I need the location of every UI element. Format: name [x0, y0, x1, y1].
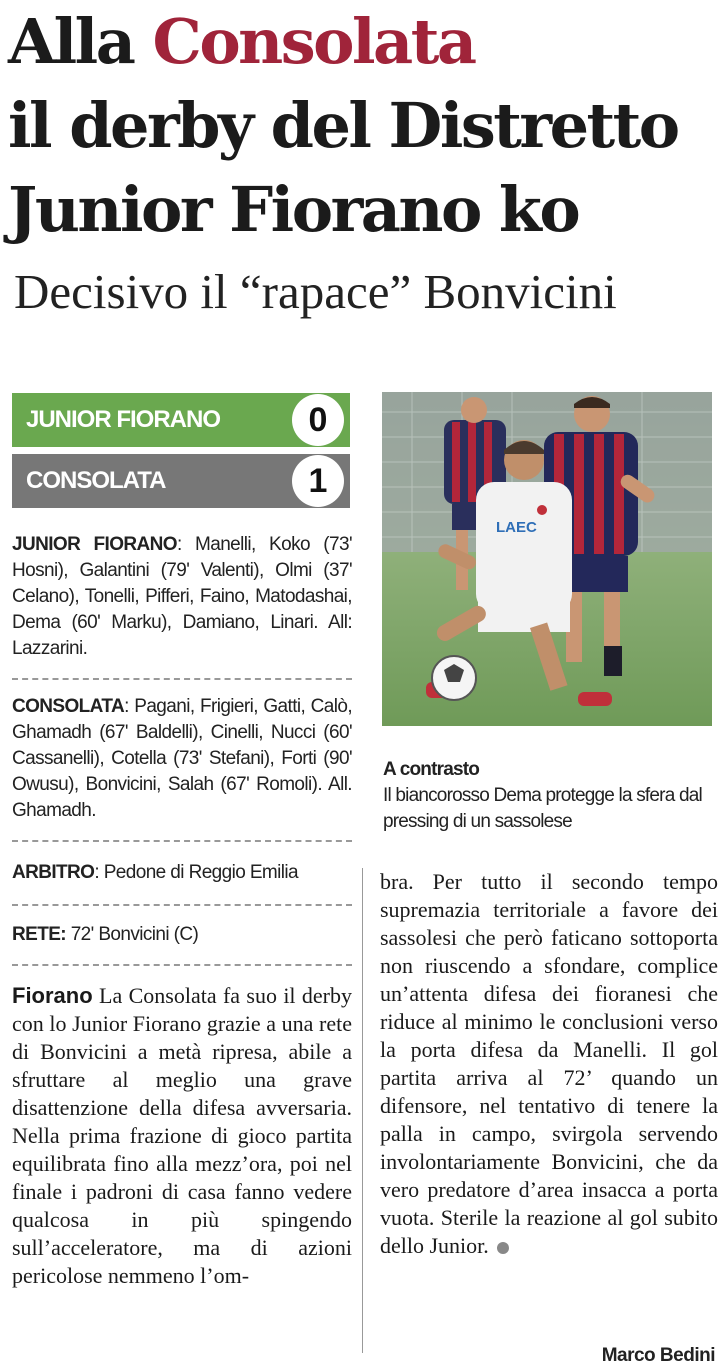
photo-caption-text: Il biancorosso Dema protegge la sfera dal pressing di un sassolese [383, 785, 702, 832]
home-lineup [12, 532, 352, 662]
scoreboard-away [12, 454, 350, 508]
divider [12, 678, 352, 680]
scoreboard-home [12, 393, 350, 447]
home-team-goals: 0 [292, 394, 344, 446]
article-column-right [380, 868, 718, 1260]
home-lineup-text: : Manelli, Koko (73' Hosni), Galantini (79' Valenti), Olmi (37' Celano), Tonelli, Pifferi, Faino, Matodashai, Dema (60' Marku), Damiano, Linari. All: Lazzarini. [12, 534, 353, 659]
article-column-left [12, 982, 352, 1290]
byline: Marco Bedini [601, 1345, 715, 1366]
referee-line [12, 860, 352, 886]
goal-text: 72' Bonvicini (C) [66, 924, 199, 945]
away-lineup-label: CONSOLATA [12, 696, 125, 717]
away-lineup [12, 694, 352, 824]
match-photo [382, 392, 712, 726]
away-lineup-text: : Pagani, Frigieri, Gatti, Calò, Ghamadh (67' Baldelli), Cinelli, Nucci (60' Cassanelli), Cotella (73' Stefani), Forti (90' Owusu), Bonvicini, Salah (67' Romoli). All. Ghamadh. [12, 696, 352, 821]
home-lineup-label: JUNIOR FIORANO [12, 534, 177, 555]
headline [8, 0, 720, 252]
headline-accent: Consolata [152, 5, 475, 78]
headline-line-2: il derby del Distretto [8, 89, 678, 162]
divider [12, 964, 352, 966]
article-text-left: La Consolata fa suo il derby con lo Junior Fiorano grazie a una rete di Bonvicini a metà ripresa, abile a sfruttare al meglio una grave disattenzione della difesa avversaria. Nella prima frazione di gioco partita equilibrata fino alla mezz’ora, poi nel finale i padroni di casa fanno vedere qualcosa in più spingendo sull’acceleratore, ma di azioni pericolose nemmeno l’om- [12, 983, 352, 1288]
jersey-sponsor: LAEC [496, 519, 537, 536]
column-rule [362, 868, 363, 1353]
home-team-name: JUNIOR FIORANO [26, 406, 221, 433]
goal-line [12, 922, 352, 948]
goal-label: RETE: [12, 924, 67, 945]
away-team-name: CONSOLATA [26, 467, 166, 494]
article-text-right: bra. Per tutto il secondo tempo supremazia territoriale a favore dei sassolesi che però faticano sottoporta non riuscendo a sfondare, complice un’attenta difesa dei fioranesi che riduce al minimo le conclusioni verso la porta difesa da Manelli. Il gol partita arriva al 72’ quando un difensore, nel tentativo di tenere la palla in campo, svirgola servendo involontariamente Bonvicini, che da vero predatore d’area insacca a porta vuota. Sterile la reazione al gol subito dello Junior. [380, 869, 718, 1258]
subtitle: Decisivo il “rapace” Bonvicini [14, 264, 617, 319]
article-dateline: Fiorano [12, 983, 93, 1008]
referee-label: ARBITRO [12, 862, 95, 883]
referee-text: : Pedone di Reggio Emilia [94, 862, 298, 883]
divider [12, 840, 352, 842]
photo-caption [383, 757, 718, 835]
away-team-goals: 1 [292, 455, 344, 507]
headline-prefix: Alla [8, 5, 153, 78]
headline-line-3: Junior Fiorano ko [8, 173, 579, 246]
match-photo-illustration [382, 392, 712, 726]
headline-line-1 [8, 0, 720, 84]
divider [12, 904, 352, 906]
end-of-article-icon [497, 1242, 509, 1254]
photo-caption-title: A contrasto [383, 759, 480, 780]
